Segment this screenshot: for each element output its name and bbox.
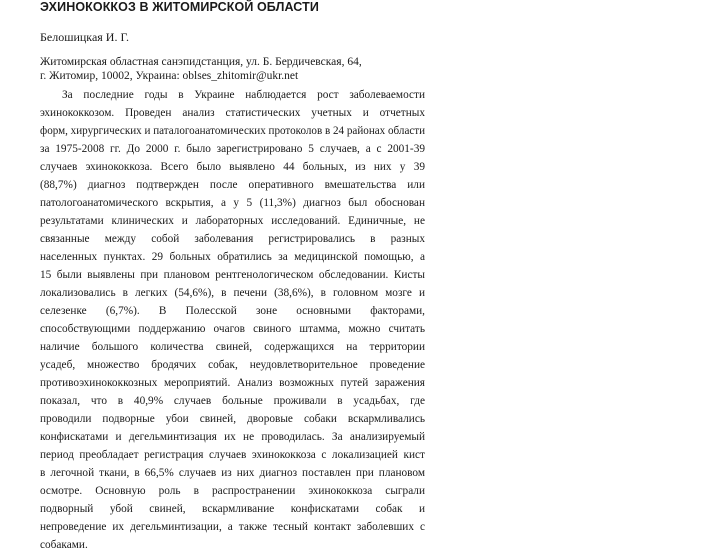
- body-line: проводили подворные убои свиней, дворовые собаки вскармливались: [40, 413, 425, 425]
- body-line: противоэхинококкозных мероприятий. Анализ возможных путей заражения: [40, 377, 425, 389]
- body-line: наличие большого количества свиней, содержащихся на территории: [40, 341, 425, 353]
- body-line: связанные между собой заболевания регистрировались в разных: [40, 233, 425, 245]
- body-line: локализовались в легких (54,6%), в печени (38,6%), в головном мозге и: [40, 287, 425, 299]
- body-line: случаев эхинококкоза. Всего было выявлено 44 больных, из них у 39: [40, 161, 425, 173]
- affiliation: [40, 55, 362, 83]
- body-line: в легочной ткани, в 66,5% случаев из них диагноз поставлен при плановом: [40, 467, 425, 479]
- body-line: результатами клинических и лабораторных исследований. Единичные, не: [40, 215, 425, 227]
- body-line: патологоанатомического вскрытия, а у 5 (11,3%) диагноз был обоснован: [40, 197, 425, 209]
- body-line: осмотре. Основную роль в распространении эхинококкоза сыграли: [40, 485, 425, 497]
- body-line: период преобладает регистрация случаев эхинококкоза с локализацией кист: [40, 449, 425, 461]
- author-name: Белошицкая И. Г.: [40, 30, 130, 44]
- body-line: конфискатами и дегельминтизация их не проводилась. За анализируемый: [40, 431, 425, 443]
- body-line: форм, хирургических и паталогоанатомических протоколов в 24 районах области: [40, 125, 425, 137]
- affiliation-line: г. Житомир, 10002, Украина: oblses_zhitomir@ukr.net: [40, 70, 299, 82]
- body-line: способствующими поддержанию очагов свиного штамма, можно считать: [40, 323, 425, 335]
- body-line: 15 были выявлены при плановом рентгенологическом обследовании. Кисты: [40, 269, 425, 281]
- body-line: показал, что в 40,9% случаев больные проживали в усадьбах, где: [40, 395, 425, 407]
- body-line: селезенке (6,7%). В Полесской зоне основными факторами,: [40, 305, 425, 317]
- body-line: эхинококкозом. Проведен анализ статистических учетных и отчетных: [40, 107, 425, 119]
- body-line: собаками.: [40, 539, 88, 551]
- body-line: непроведение их дегельминтизации, а также тесный контакт заболевших с: [40, 521, 425, 533]
- body-line: подворный убой свиней, вскармливание конфискатами собак и: [40, 503, 425, 515]
- body-line: За последние годы в Украине наблюдается рост заболеваемости: [62, 89, 425, 101]
- body-line: населенных пунктах. 29 больных обратились за медицинской помощью, а: [40, 251, 425, 263]
- affiliation-line: Житомирская областная санэпидстанция, ул. Б. Бердичевская, 64,: [40, 56, 362, 68]
- document-title: ЭХИНОКОККОЗ В ЖИТОМИРСКОЙ ОБЛАСТИ: [40, 0, 319, 14]
- body-line: (88,7%) диагноз подтвержден после оперативного вмешательства или: [40, 179, 425, 191]
- body-line: за 1975-2008 гг. До 2000 г. было зарегистрировано 5 случаев, а с 2001-39: [40, 143, 425, 155]
- abstract-body: [40, 86, 425, 554]
- body-line: усадеб, множество бродячих собак, неудовлетворительное проведение: [40, 359, 425, 371]
